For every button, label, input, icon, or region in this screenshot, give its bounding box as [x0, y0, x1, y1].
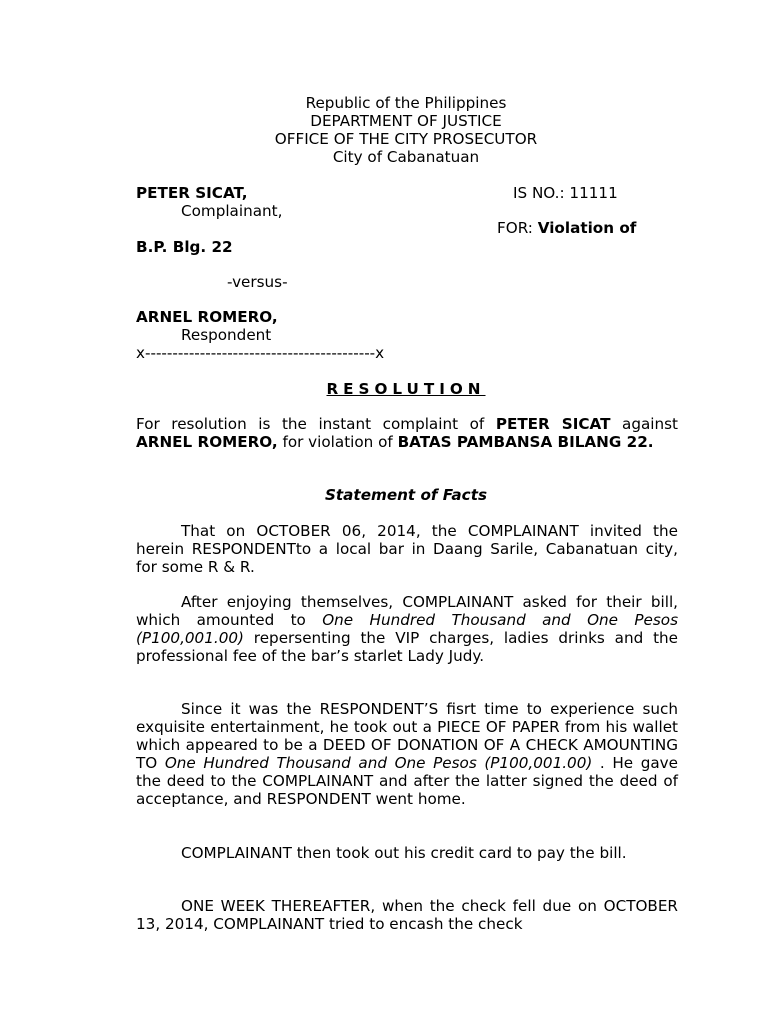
letterhead-city: City of Cabanatuan: [332, 148, 480, 166]
facts-paragraph-1: That on OCTOBER 06, 2014, the COMPLAINANT invited the herein RESPONDENTto a local bar in Daang Sarile, Cabanatuan city, for some R & R.: [136, 522, 678, 576]
facts-paragraph-5: ONE WEEK THEREAFTER, when the check fell due on OCTOBER 13, 2014, COMPLAINANT tried to encash the check: [136, 897, 678, 933]
offense-line: [497, 219, 636, 237]
letterhead-office: OFFICE OF THE CITY PROSECUTOR: [274, 130, 538, 148]
intro-law: BATAS PAMBANSA BILANG 22.: [397, 433, 654, 451]
letterhead: [0, 94, 768, 166]
respondent-role: Respondent: [181, 326, 272, 344]
section-heading: Statement of Facts: [324, 486, 487, 504]
facts-paragraph-4: COMPLAINANT then took out his credit card to pay the bill.: [181, 844, 627, 862]
offense-label: FOR:: [497, 219, 538, 237]
intro-complainant: PETER SICAT: [495, 415, 611, 433]
letterhead-department: DEPARTMENT OF JUSTICE: [310, 112, 502, 130]
complainant-name: PETER SICAT,: [136, 184, 248, 202]
document-title: RESOLUTION: [326, 380, 486, 398]
intro-text-2: against: [610, 415, 678, 433]
intro-text-3: for violation of: [277, 433, 398, 451]
facts-p2-text-2: repersenting the VIP charges, ladies drinks and the professional fee of the bar’s starlet Lady Judy.: [136, 629, 678, 665]
respondent-name: ARNEL ROMERO,: [136, 308, 278, 326]
letterhead-republic: Republic of the Philippines: [305, 94, 507, 112]
offense-value-continued: B.P. Blg. 22: [136, 238, 233, 256]
facts-paragraph-2: [136, 593, 678, 665]
case-number: IS NO.: 11111: [513, 184, 618, 202]
facts-p3-text-1: Since it was the RESPONDENT’S fisrt time to experience such exquisite entertainment, he took out a PIECE OF PAPER from his wallet which appeared to be a DEED OF DONATION OF A CHECK AMOUNTING TO: [136, 700, 678, 772]
versus-label: -versus-: [227, 273, 288, 291]
facts-paragraph-3: [136, 700, 678, 808]
facts-p3-amount: One Hundred Thousand and One Pesos (P100,001.00): [164, 754, 593, 772]
facts-p3-text-2: . He gave the deed to the COMPLAINANT and after the latter signed the deed of acceptance, and RESPONDENT went home.: [136, 754, 679, 808]
intro-text-1: For resolution is the instant complaint of: [136, 415, 496, 433]
complainant-role: Complainant,: [181, 202, 283, 220]
facts-p2-text-1: After enjoying themselves, COMPLAINANT asked for their bill, which amounted to: [136, 593, 678, 629]
facts-p2-amount: One Hundred Thousand and One Pesos (P100,001.00): [136, 611, 678, 647]
intro-respondent: ARNEL ROMERO,: [136, 433, 278, 451]
caption-divider: x------------------------------------------x: [136, 344, 385, 362]
offense-value: Violation of: [537, 219, 637, 237]
intro-paragraph: [136, 415, 678, 451]
